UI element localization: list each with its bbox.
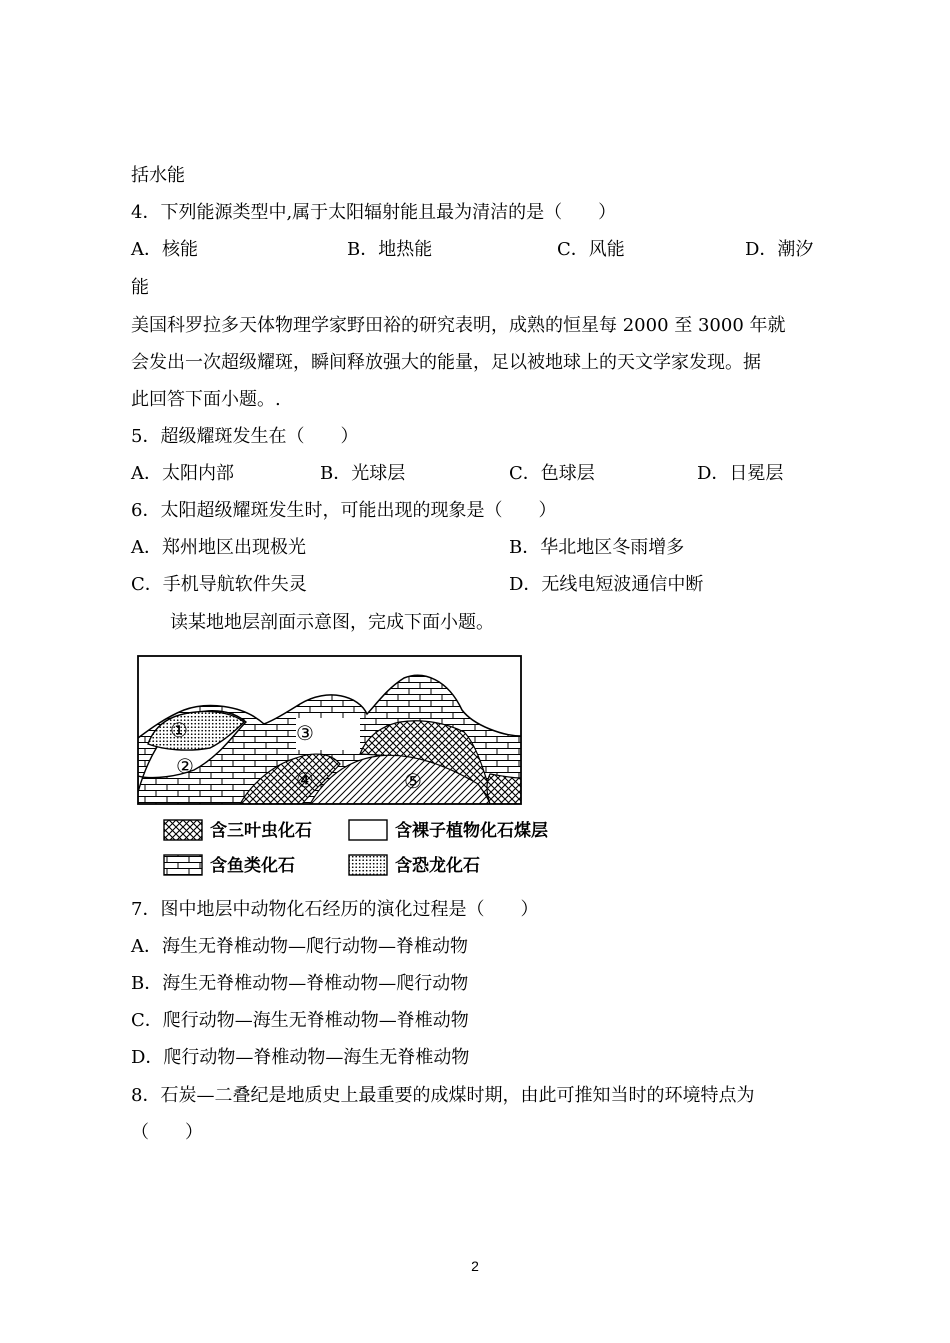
- q4-option-a: A．核能: [131, 239, 198, 260]
- q5-option-b: B．光球层: [320, 463, 406, 484]
- q6-option-b: B．华北地区冬雨增多: [509, 537, 685, 558]
- q7-option-c: C．爬行动物—海生无脊椎动物—脊椎动物: [131, 1010, 469, 1031]
- q7-option-a: A．海生无脊椎动物—爬行动物—脊椎动物: [131, 936, 468, 957]
- question-6: 6．太阳超级耀斑发生时，可能出现的现象是（ ）: [131, 500, 557, 521]
- question-5: 5．超级耀斑发生在（ ）: [131, 426, 359, 447]
- passage-line-2: 会发出一次超级耀斑，瞬间释放强大的能量，足以被地球上的天文学家发现。据: [131, 352, 761, 373]
- q7-option-d: D．爬行动物—脊椎动物—海生无脊椎动物: [131, 1047, 470, 1068]
- q5-option-a: A．太阳内部: [131, 463, 234, 484]
- strata-diagram: [134, 652, 574, 884]
- stratum-label-5: ⑤: [404, 769, 422, 793]
- page-number: 2: [471, 1258, 479, 1274]
- q4-option-d: D．潮汐: [745, 239, 814, 260]
- q4-option-d-tail: 能: [131, 277, 149, 298]
- legend-label-trilobite: 含三叶虫化石: [210, 821, 312, 841]
- legend: [164, 820, 548, 876]
- stratum-label-1: ①: [170, 718, 188, 742]
- legend-swatch-trilobite: [164, 820, 202, 840]
- q4-option-b: B．地热能: [347, 239, 433, 260]
- legend-swatch-dinosaur: [349, 855, 387, 875]
- strata-cross-section: [138, 656, 521, 804]
- q5-option-d: D．日冕层: [697, 463, 784, 484]
- legend-label-gymnosperm: 含裸子植物化石煤层: [395, 821, 548, 841]
- question-4: 4．下列能源类型中,属于太阳辐射能且最为清洁的是（ ）: [131, 202, 617, 223]
- legend-swatch-fish: [164, 855, 202, 875]
- q4-option-c: C．风能: [557, 239, 625, 260]
- q6-option-c: C．手机导航软件失灵: [131, 574, 307, 595]
- stratum-label-3: ③: [296, 721, 314, 745]
- stratum-label-4: ④: [296, 768, 314, 792]
- passage-line-1: 美国科罗拉多天体物理学家野田裕的研究表明，成熟的恒星每 2000 至 3000 年就: [131, 315, 786, 336]
- text-line: 括水能: [131, 165, 185, 186]
- legend-label-dinosaur: 含恐龙化石: [395, 856, 480, 876]
- q7-option-b: B．海生无脊椎动物—脊椎动物—爬行动物: [131, 973, 469, 994]
- question-8: 8．石炭—二叠纪是地质史上最重要的成煤时期，由此可推知当时的环境特点为: [131, 1085, 755, 1106]
- diagram-intro: 读某地地层剖面示意图，完成下面小题。: [170, 612, 494, 633]
- passage-line-3: 此回答下面小题。.: [131, 389, 281, 410]
- legend-label-fish: 含鱼类化石: [210, 856, 295, 876]
- stratum-label-2: ②: [176, 754, 194, 778]
- q6-option-d: D．无线电短波通信中断: [509, 574, 704, 595]
- legend-swatch-gymnosperm: [349, 820, 387, 840]
- q5-option-c: C．色球层: [509, 463, 595, 484]
- question-8-tail: （ ）: [131, 1122, 203, 1143]
- q6-option-a: A．郑州地区出现极光: [131, 537, 306, 558]
- question-7: 7．图中地层中动物化石经历的演化过程是（ ）: [131, 899, 539, 920]
